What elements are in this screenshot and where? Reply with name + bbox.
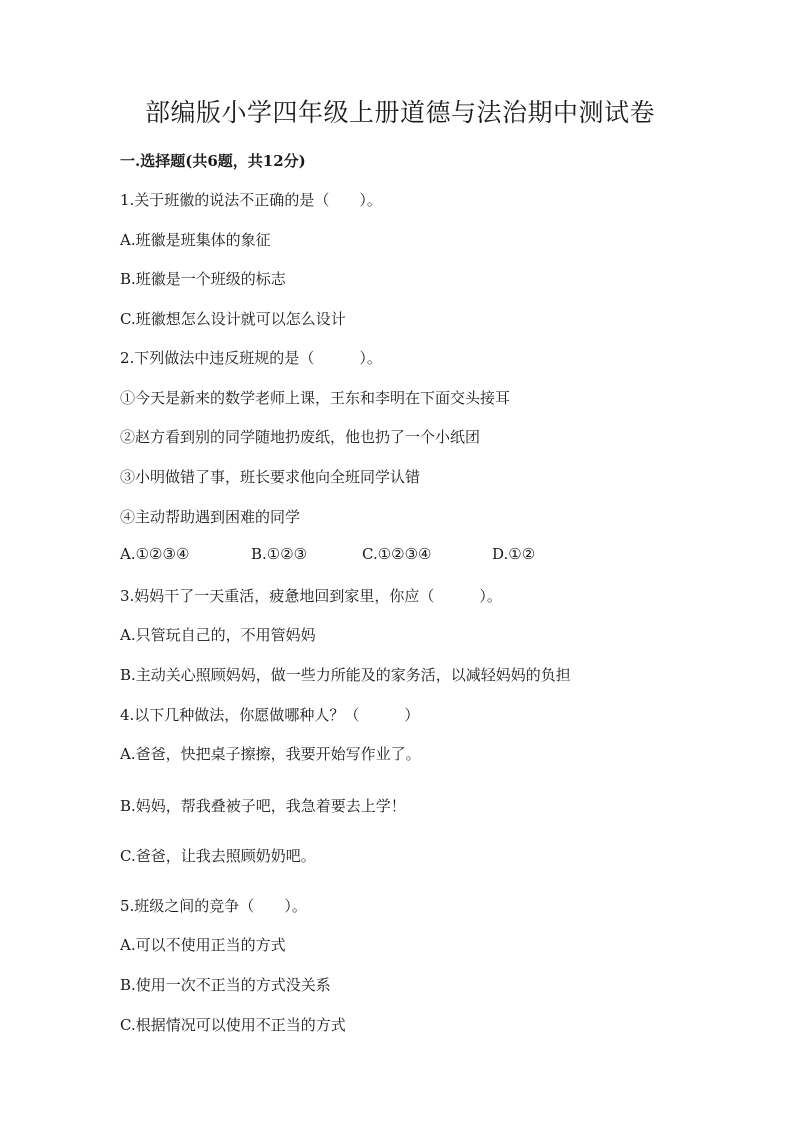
question-4-stem: 4.以下几种做法，你愿做哪种人？（ ） <box>120 706 420 724</box>
question-3-option-a: A.只管玩自己的，不用管妈妈 <box>120 626 316 644</box>
page-title: 部编版小学四年级上册道德与法治期中测试卷 <box>144 98 655 127</box>
question-3-stem: 3.妈妈干了一天重活，疲惫地回到家里，你应（ ）。 <box>120 587 502 605</box>
question-5-option-a: A.可以不使用正当的方式 <box>120 936 286 954</box>
question-4-option-a: A.爸爸，快把桌子擦擦，我要开始写作业了。 <box>120 745 421 763</box>
question-1-option-a: A.班徽是班集体的象征 <box>120 231 271 249</box>
question-2-statement-1: ①今天是新来的数学老师上课，王东和李明在下面交头接耳 <box>120 389 511 407</box>
question-4-option-b: B.妈妈，帮我叠被子吧，我急着要去上学！ <box>120 797 406 815</box>
question-2-stem: 2.下列做法中违反班规的是（ ）。 <box>120 349 382 367</box>
question-2-options-row <box>120 545 680 565</box>
question-2-statement-2: ②赵方看到别的同学随地扔废纸，他也扔了一个小纸团 <box>120 428 481 446</box>
question-1-option-b: B.班徽是一个班级的标志 <box>120 270 286 288</box>
question-2-statement-3: ③小明做错了事，班长要求他向全班同学认错 <box>120 468 421 486</box>
question-5-option-c: C.根据情况可以使用不正当的方式 <box>120 1016 346 1034</box>
question-4-option-c: C.爸爸，让我去照顾奶奶吧。 <box>120 847 316 865</box>
question-1-stem: 1.关于班徽的说法不正确的是（ ）。 <box>120 191 382 209</box>
section-heading: 一.选择题(共6题，共12分) <box>120 152 306 170</box>
question-3-option-b: B.主动关心照顾妈妈，做一些力所能及的家务活，以减轻妈妈的负担 <box>120 666 571 684</box>
question-2-statement-4: ④主动帮助遇到困难的同学 <box>120 508 301 526</box>
question-1-option-c: C.班徽想怎么设计就可以怎么设计 <box>120 310 346 328</box>
question-2-option-c: C.①②③④ <box>362 545 432 563</box>
question-5-option-b: B.使用一次不正当的方式没关系 <box>120 976 331 994</box>
question-2-option-a: A.①②③④ <box>120 545 190 563</box>
question-2-option-b: B.①②③ <box>251 545 308 563</box>
question-5-stem: 5.班级之间的竞争（ ）。 <box>120 897 307 915</box>
question-2-option-d: D.①② <box>492 545 536 563</box>
